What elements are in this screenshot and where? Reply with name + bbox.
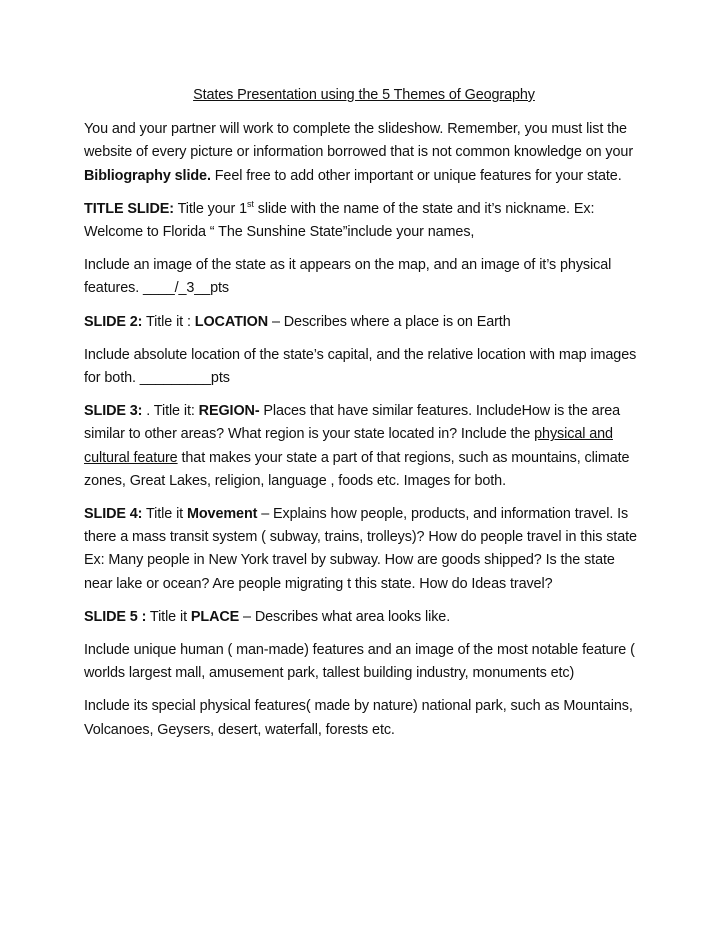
slide2-text-2: – Describes where a place is on Earth: [268, 313, 511, 330]
location-keyword: LOCATION: [194, 313, 269, 330]
document-title: States Presentation using the 5 Themes of Geography: [193, 87, 535, 103]
slide4-label: SLIDE 4:: [84, 506, 143, 523]
slide3-text-3: that makes your state a part of that regions, such as mountains, climate zones, Great Lakes, religion, language , foods etc. Images for both.: [84, 449, 630, 489]
slide3-text-1: . Title it:: [142, 403, 199, 420]
slide5-label: SLIDE 5 :: [84, 608, 147, 625]
slide5-physical-features-paragraph: Include its special physical features( made by nature) national park, such as Mountains, Volcanoes, Geysers, desert, waterfall, forests etc.: [84, 698, 633, 738]
title-slide-superscript: st: [247, 199, 254, 210]
slide5-text-1: Title it: [146, 608, 191, 625]
slide3-paragraph: [84, 400, 644, 493]
slide5-human-features-paragraph: Include unique human ( man-made) features and an image of the most notable feature ( worlds largest mall, amusement park, tallest building industry, monuments etc): [84, 642, 635, 682]
intro-text-1: You and your partner will work to complete the slideshow. Remember, you must list the website of every picture or information borrowed that is not common knowledge on your: [84, 121, 634, 161]
bibliography-emphasis: Bibliography slide.: [84, 167, 211, 184]
region-keyword: REGION-: [198, 403, 260, 420]
title-slide-label: TITLE SLIDE:: [84, 200, 174, 217]
slide4-paragraph: [84, 503, 644, 596]
intro-paragraph: [84, 118, 644, 188]
slide3-label: SLIDE 3:: [84, 403, 143, 420]
physical-cultural-feature-underlined: physical and cultural feature: [84, 426, 613, 466]
slide4-text-1: Title it: [142, 506, 187, 523]
place-keyword: PLACE: [190, 608, 240, 625]
slide2-text-1: Title it :: [142, 313, 195, 330]
movement-keyword: Movement: [186, 506, 258, 523]
slide2-paragraph: [84, 311, 644, 334]
slide2-label: SLIDE 2:: [84, 313, 143, 330]
slide5-paragraph: [84, 606, 644, 629]
title-slide-image-paragraph: Include an image of the state as it appears on the map, and an image of it’s physical features. ____/_3__pts: [84, 257, 612, 297]
title-slide-text-2: slide with the name of the state and it’s nickname. Ex: Welcome to Florida “ The Sunshine State”include your names,: [84, 200, 595, 241]
slide5-text-2: – Describes what area looks like.: [239, 608, 451, 625]
slide4-text-2: – Explains how people, products, and information travel. Is there a mass transit system ( subway, trains, trolleys)? How do people travel in this state Ex: Many people in New York travel by subway. How are goods shipped? Is the state near lake or ocean? Are people migrating t this state. How do Ideas travel?: [84, 506, 637, 592]
slide3-text-2: Places that have similar features. IncludeHow is the area similar to other areas? What region is your state located in? Include the: [84, 403, 621, 443]
title-slide-text-1: Title your 1: [173, 200, 248, 217]
document-page: [84, 84, 644, 752]
title-slide-paragraph: [84, 198, 644, 244]
intro-text-2: Feel free to add other important or unique features for your state.: [210, 167, 622, 184]
slide2-detail-paragraph: Include absolute location of the state’s capital, and the relative location with map images for both. _________pts: [84, 346, 637, 387]
